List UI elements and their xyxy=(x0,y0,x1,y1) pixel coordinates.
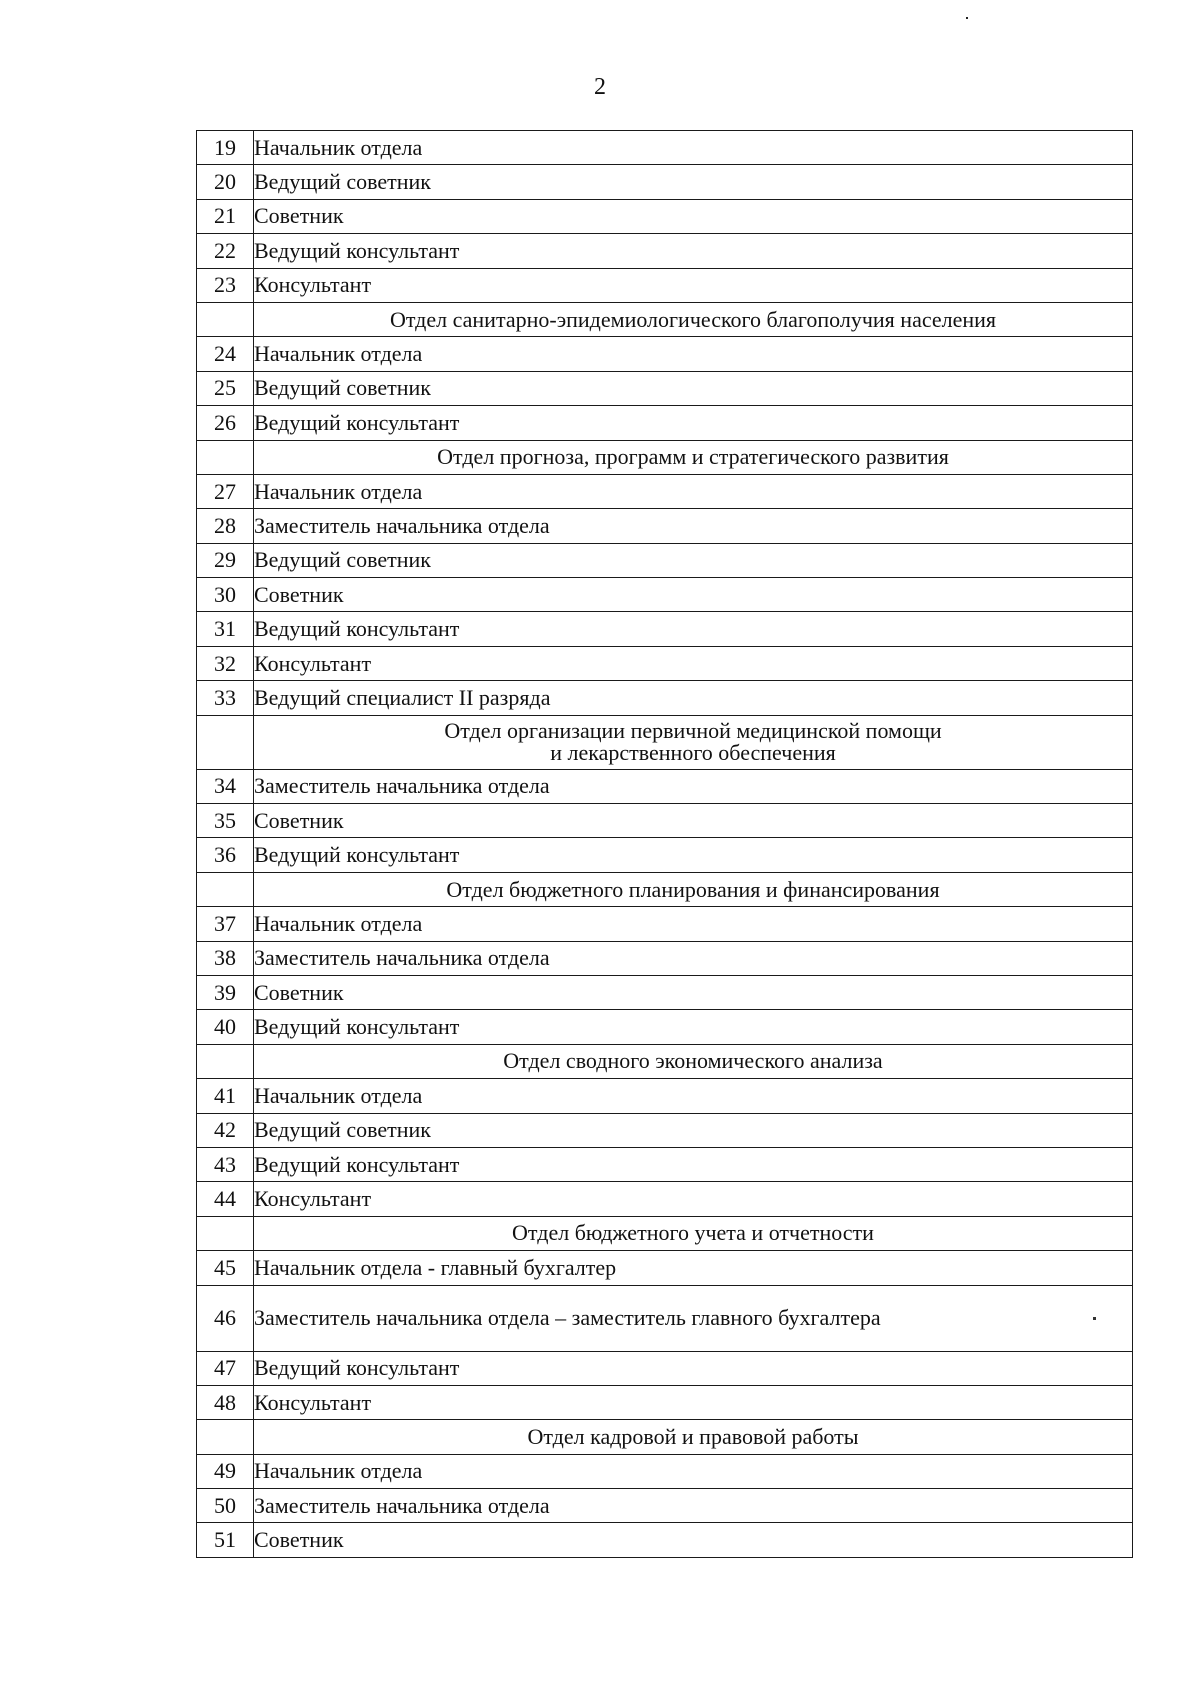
position-title: Ведущий консультант xyxy=(254,1151,460,1177)
table-row xyxy=(197,543,1133,577)
row-number: 32 xyxy=(197,646,254,680)
table-body xyxy=(197,131,1133,1558)
row-number: 41 xyxy=(197,1079,254,1113)
row-number: 31 xyxy=(197,612,254,646)
row-number: 40 xyxy=(197,1010,254,1044)
position-title: Советник xyxy=(254,581,344,607)
row-number: 27 xyxy=(197,474,254,508)
position-title: Советник xyxy=(254,807,344,833)
position-title: Советник xyxy=(254,1527,344,1553)
row-number: 38 xyxy=(197,941,254,975)
position-title: Ведущий советник xyxy=(254,547,431,573)
position-title: Ведущий консультант xyxy=(254,842,460,868)
position-title: Консультант xyxy=(254,272,372,298)
position-title: Начальник отдела xyxy=(254,134,423,160)
position-title: Заместитель начальника отдела xyxy=(254,945,550,971)
position-title: Советник xyxy=(254,203,344,229)
section-number-cell xyxy=(197,440,254,474)
section-heading xyxy=(254,440,1133,474)
row-number: 28 xyxy=(197,509,254,543)
row-number: 19 xyxy=(197,131,254,165)
table-row xyxy=(197,578,1133,612)
row-number: 34 xyxy=(197,769,254,803)
section-heading-line: Отдел сводного экономического анализа xyxy=(503,1048,883,1074)
row-number: 26 xyxy=(197,406,254,440)
position-title: Начальник отдела xyxy=(254,1458,423,1484)
position-title: Заместитель начальника отдела – заместитель главного бухгалтера xyxy=(254,1305,881,1330)
page-number: 2 xyxy=(594,74,606,100)
table-row xyxy=(197,1113,1133,1147)
section-number-cell xyxy=(197,1044,254,1078)
position-title: Консультант xyxy=(254,650,372,676)
section-heading xyxy=(254,872,1133,906)
table-row xyxy=(197,474,1133,508)
section-number-cell xyxy=(197,1420,254,1454)
table-row xyxy=(197,646,1133,680)
table-row xyxy=(197,1251,1133,1285)
position-title: Консультант xyxy=(254,1186,372,1212)
table-row xyxy=(197,907,1133,941)
row-number: 51 xyxy=(197,1523,254,1557)
table-row xyxy=(197,612,1133,646)
row-number: 23 xyxy=(197,268,254,302)
table-row xyxy=(197,1010,1133,1044)
position-title: Ведущий консультант xyxy=(254,616,460,642)
table-row xyxy=(197,941,1133,975)
section-heading-line: Отдел организации первичной медицинской помощи xyxy=(444,718,942,744)
position-title: Ведущий консультант xyxy=(254,237,460,263)
section-heading xyxy=(254,1216,1133,1250)
table-row xyxy=(197,165,1133,199)
position-title: Заместитель начальника отдела xyxy=(254,512,550,538)
position-title: Ведущий консультант xyxy=(254,1014,460,1040)
table-row xyxy=(197,1285,1133,1351)
row-number: 25 xyxy=(197,371,254,405)
section-row xyxy=(197,715,1133,769)
table-row xyxy=(197,1489,1133,1523)
row-number: 35 xyxy=(197,804,254,838)
table-row xyxy=(197,769,1133,803)
row-number: 39 xyxy=(197,975,254,1009)
staff-positions-table xyxy=(196,130,1133,1558)
section-heading-line: Отдел санитарно-эпидемиологического благополучия населения xyxy=(389,306,997,332)
table-row xyxy=(197,406,1133,440)
position-title: Ведущий консультант xyxy=(254,1355,460,1381)
row-number: 30 xyxy=(197,578,254,612)
section-number-cell xyxy=(197,1216,254,1250)
row-number: 21 xyxy=(197,199,254,233)
section-heading xyxy=(254,1420,1133,1454)
position-title: Ведущий советник xyxy=(254,169,431,195)
row-number: 29 xyxy=(197,543,254,577)
row-number: 37 xyxy=(197,907,254,941)
row-number: 50 xyxy=(197,1489,254,1523)
table-row xyxy=(197,1385,1133,1419)
position-title: Ведущий советник xyxy=(254,375,431,401)
row-number: 45 xyxy=(197,1251,254,1285)
section-heading-line: Отдел бюджетного планирования и финансирования xyxy=(446,876,940,902)
row-number: 46 xyxy=(197,1285,254,1351)
section-row xyxy=(197,1044,1133,1078)
position-title: Заместитель начальника отдела xyxy=(254,1492,550,1518)
section-row xyxy=(197,1420,1133,1454)
table-row xyxy=(197,1147,1133,1181)
section-row xyxy=(197,872,1133,906)
table-row xyxy=(197,337,1133,371)
row-number: 42 xyxy=(197,1113,254,1147)
section-heading xyxy=(254,1044,1133,1078)
table-row xyxy=(197,681,1133,715)
section-heading-line: Отдел прогноза, программ и стратегического развития xyxy=(437,444,949,470)
section-heading-line: Отдел кадровой и правовой работы xyxy=(527,1423,859,1449)
position-title: Ведущий консультант xyxy=(254,409,460,435)
position-title: Ведущий специалист II разряда xyxy=(254,684,551,710)
table-row xyxy=(197,975,1133,1009)
position-title: Начальник отдела xyxy=(254,1082,423,1108)
table-row xyxy=(197,268,1133,302)
table-row xyxy=(197,509,1133,543)
section-heading-line: Отдел бюджетного учета и отчетности xyxy=(512,1220,874,1246)
row-number: 33 xyxy=(197,681,254,715)
table-row xyxy=(197,1454,1133,1488)
row-number: 49 xyxy=(197,1454,254,1488)
section-number-cell xyxy=(197,715,254,769)
row-number: 24 xyxy=(197,337,254,371)
row-number: 43 xyxy=(197,1147,254,1181)
section-number-cell xyxy=(197,872,254,906)
table-row xyxy=(197,804,1133,838)
section-row xyxy=(197,302,1133,336)
row-number: 44 xyxy=(197,1182,254,1216)
table-row xyxy=(197,1351,1133,1385)
table-row xyxy=(197,838,1133,872)
table-row xyxy=(197,234,1133,268)
position-title: Начальник отдела xyxy=(254,910,423,936)
table-row xyxy=(197,199,1133,233)
scan-speck xyxy=(966,17,968,19)
position-title: Начальник отдела xyxy=(254,341,423,367)
row-number: 36 xyxy=(197,838,254,872)
section-heading xyxy=(254,715,1133,769)
table-row xyxy=(197,1079,1133,1113)
section-row xyxy=(197,440,1133,474)
position-title: Советник xyxy=(254,979,344,1005)
section-heading-line: и лекарственного обеспечения xyxy=(550,740,836,766)
table-row xyxy=(197,1182,1133,1216)
position-title: Начальник отдела xyxy=(254,478,423,504)
position-title: Консультант xyxy=(254,1389,372,1415)
row-number: 20 xyxy=(197,165,254,199)
row-number: 22 xyxy=(197,234,254,268)
position-title: Начальник отдела - главный бухгалтер xyxy=(254,1254,617,1280)
table-row xyxy=(197,1523,1133,1557)
position-title: Ведущий советник xyxy=(254,1117,431,1143)
table-row xyxy=(197,131,1133,165)
table-row xyxy=(197,371,1133,405)
section-number-cell xyxy=(197,302,254,336)
row-number: 47 xyxy=(197,1351,254,1385)
position-title: Заместитель начальника отдела xyxy=(254,773,550,799)
scan-speck xyxy=(1093,1317,1096,1320)
row-number: 48 xyxy=(197,1385,254,1419)
section-row xyxy=(197,1216,1133,1250)
section-heading xyxy=(254,302,1133,336)
